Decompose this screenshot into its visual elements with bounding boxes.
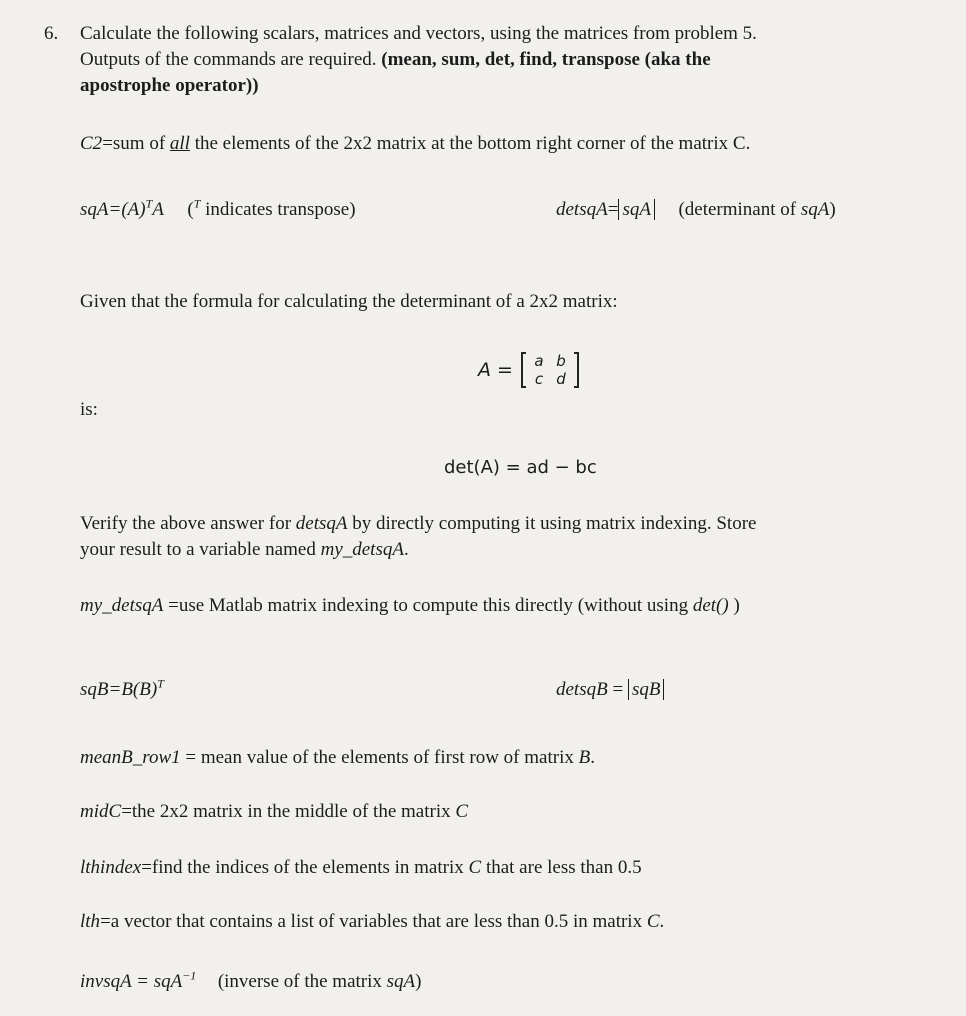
sqA-definition — [80, 198, 356, 222]
detsqA-note-close: ) — [829, 199, 836, 220]
my-det-fn: det() — [692, 595, 729, 616]
sqA-transpose-sup: T — [145, 196, 153, 211]
formula-is: is: — [80, 399, 98, 420]
meanB-definition — [80, 746, 595, 770]
lth-mat: C — [646, 911, 660, 932]
sqB-transpose-sup: T — [157, 676, 164, 691]
problem-intro-line3: apostrophe operator)) — [80, 75, 259, 96]
detsqA-note-var: sqA — [800, 199, 830, 220]
formula-given: Given that the formula for calculating the determinant of a 2x2 matrix: — [80, 291, 618, 312]
c2-all: all — [169, 133, 190, 154]
meanB-var: meanB_row1 — [80, 747, 181, 768]
my-det-close: ) — [728, 595, 740, 616]
c2-var: C2 — [80, 133, 103, 154]
detsqA-eq: = — [607, 199, 619, 220]
invsqA-eq: = sqA — [131, 971, 183, 992]
sqB-lhs: sqB — [80, 679, 109, 700]
matrix-A — [478, 352, 579, 388]
detsqB-eq: = — [607, 679, 628, 700]
verify-line1 — [80, 512, 756, 536]
c2-pre: =sum of — [102, 133, 170, 154]
detsqA-note-pre: (determinant of — [678, 199, 801, 220]
invsqA-sup: −1 — [182, 968, 197, 983]
det-formula: det(A) = ad − bc — [444, 457, 597, 478]
sqA-note-text: indicates transpose) — [200, 199, 356, 220]
my-det-var: my_detsqA — [80, 595, 164, 616]
midC-definition — [80, 800, 468, 824]
sqB-eq: =B(B) — [108, 679, 158, 700]
sqA-note-t: T — [193, 196, 201, 211]
problem-intro-line1: Calculate the following scalars, matrices and vectors, using the matrices from problem 5. — [80, 23, 757, 44]
problem-number: 6. — [44, 23, 59, 44]
invsqA-var: invsqA — [80, 971, 132, 992]
lth-definition — [80, 910, 664, 934]
lthindex-var: lthindex — [80, 857, 142, 878]
detsqB-abs: sqB — [628, 679, 665, 700]
midC-mat: C — [455, 801, 469, 822]
my-det-text: =use Matlab matrix indexing to compute this directly (without using — [163, 595, 693, 616]
matrix-a: a — [534, 352, 544, 370]
lth-var: lth — [80, 911, 101, 932]
matrix-A-brackets — [521, 352, 579, 388]
intro-text: Outputs of the commands are required. — [80, 49, 377, 70]
matrix-lhs: A = — [478, 359, 513, 381]
c2-post: the elements of the 2x2 matrix at the bottom right corner of the matrix C. — [189, 133, 751, 154]
matrix-c: c — [534, 370, 544, 388]
matrix-b: b — [556, 352, 566, 370]
lth-text: =a vector that contains a list of variables that are less than 0.5 in matrix — [100, 911, 647, 932]
intro-bold-text: (mean, sum, det, find, transpose (aka the — [381, 49, 711, 70]
lthindex-tail: that are less than 0.5 — [481, 857, 642, 878]
detsqA-lhs: detsqA — [556, 199, 608, 220]
verify-post: by directly computing it using matrix indexing. Store — [347, 513, 757, 534]
detsqA-abs: sqA — [618, 199, 655, 220]
verify2-pre: your result to a variable named — [80, 539, 321, 560]
detsqB-definition — [556, 678, 664, 702]
meanB-end: . — [590, 747, 595, 768]
meanB-mat: B — [578, 747, 591, 768]
lth-end: . — [659, 911, 665, 932]
detsqA-definition — [556, 198, 836, 222]
meanB-text: = mean value of the elements of first row of matrix — [180, 747, 579, 768]
lthindex-definition — [80, 856, 642, 880]
invsqA-note-var: sqA — [386, 971, 416, 992]
verify-line2 — [80, 538, 409, 562]
detsqB-lhs: detsqB — [556, 679, 608, 700]
sqA-note-open: ( — [187, 199, 194, 220]
verify2-var: my_detsqA — [320, 539, 404, 560]
problem-intro-line2 — [80, 48, 711, 72]
midC-var: midC — [80, 801, 122, 822]
invsqA-note-pre: (inverse of the matrix — [217, 971, 387, 992]
matrix-d: d — [556, 370, 566, 388]
verify-var: detsqA — [295, 513, 348, 534]
lthindex-mat: C — [468, 857, 482, 878]
verify2-post: . — [403, 539, 409, 560]
verify-pre: Verify the above answer for — [80, 513, 296, 534]
sqA-lhs: sqA — [80, 199, 109, 220]
midC-text: =the 2x2 matrix in the middle of the matrix — [121, 801, 456, 822]
invsqA-definition — [80, 970, 421, 994]
sqA-tail: A — [152, 199, 164, 220]
sqA-eq: =(A) — [108, 199, 146, 220]
sqB-definition — [80, 678, 164, 702]
invsqA-note-close: ) — [415, 971, 422, 992]
my-det-definition — [80, 594, 740, 618]
lthindex-text: =find the indices of the elements in matrix — [141, 857, 469, 878]
c2-definition — [80, 132, 750, 156]
